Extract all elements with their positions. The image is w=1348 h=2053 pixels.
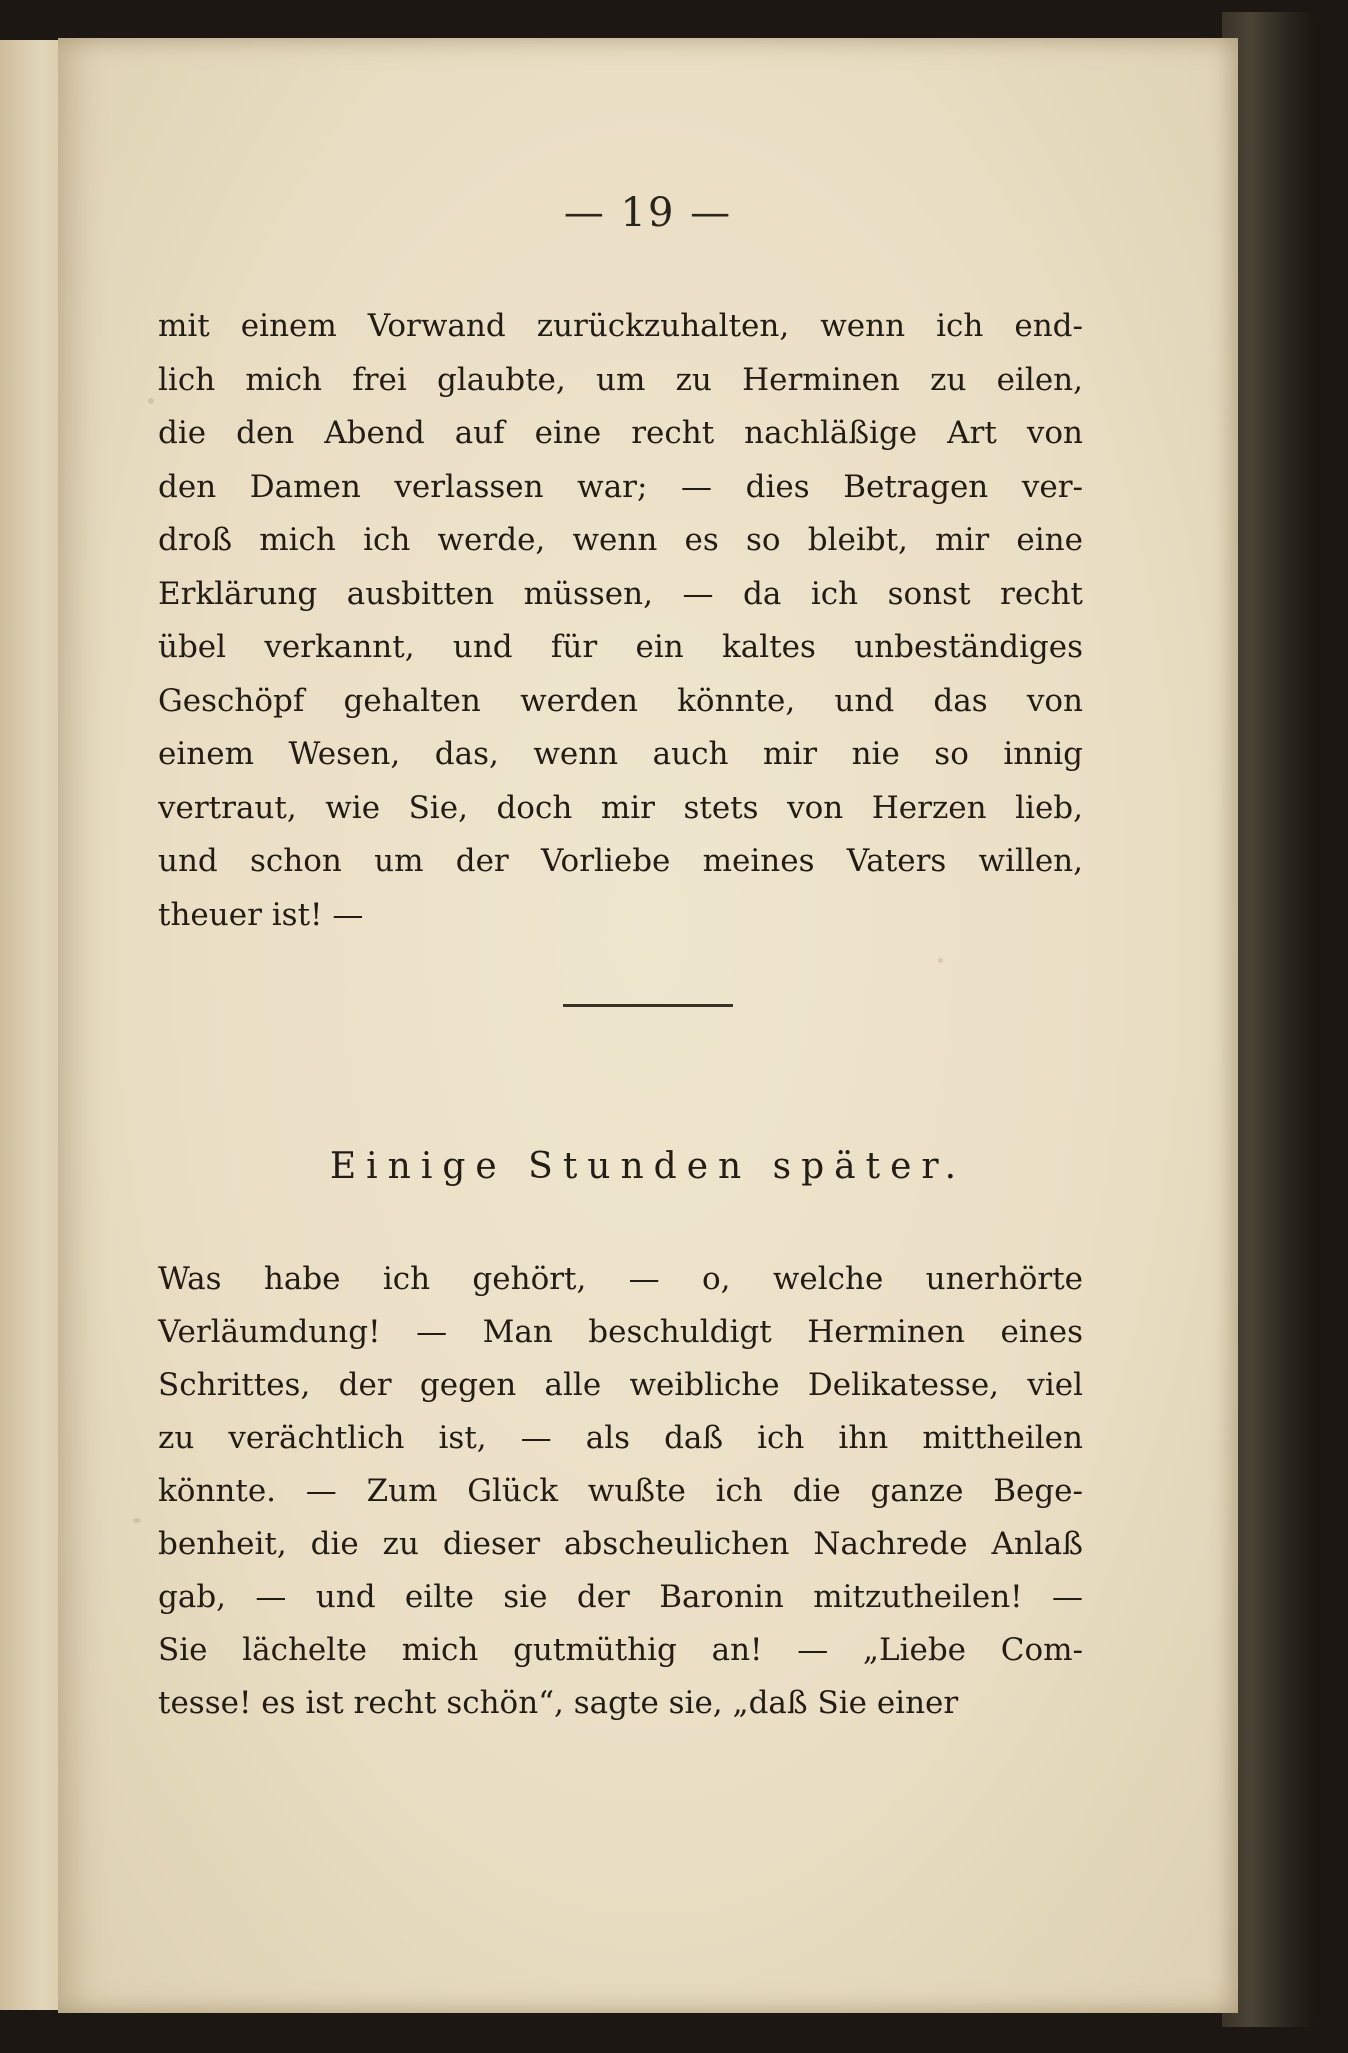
text-line: die den Abend auf eine recht nachläßige Art von [158, 415, 1083, 451]
text-line: Verläumdung! — Man beschuldigt Herminen eines [158, 1314, 1083, 1350]
text-line: einem Wesen, das, wenn auch mir nie so innig [158, 736, 1083, 772]
paper-spot [148, 398, 154, 404]
text-line: benheit, die zu dieser abscheulichen Nachrede Anlaß [158, 1526, 1083, 1562]
paragraph-second [158, 1253, 1083, 1730]
text-line: den Damen verlassen war; — dies Betragen ver- [158, 468, 1083, 505]
text-line: Erklärung ausbitten müssen, — da ich sonst recht [158, 575, 1083, 612]
text-line: zu verächtlich ist, — als daß ich ihn mittheilen [158, 1420, 1083, 1456]
text-line: könnte. — Zum Glück wußte ich die ganze Bege- [158, 1473, 1083, 1509]
paper-spot [938, 958, 943, 963]
paper-spot [133, 1518, 141, 1523]
section-divider [563, 1004, 733, 1007]
text-line: theuer ist! — [158, 896, 364, 933]
text-line: Schrittes, der gegen alle weibliche Delikatesse, viel [158, 1367, 1083, 1403]
text-line: übel verkannt, und für ein kaltes unbeständiges [158, 629, 1083, 665]
text-line: gab, — und eilte sie der Baronin mitzutheilen! — [158, 1579, 1083, 1615]
book-page [58, 38, 1238, 2013]
text-line: Was habe ich gehört, — o, welche unerhörte [158, 1261, 1083, 1297]
text-line: mit einem Vorwand zurückzuhalten, wenn ich end- [158, 308, 1083, 344]
text-line: droß mich ich werde, wenn es so bleibt, mir eine [158, 522, 1083, 558]
page-number-header: — 19 — [563, 190, 733, 236]
text-line: vertraut, wie Sie, doch mir stets von Herzen lieb, [158, 789, 1083, 826]
text-line: und schon um der Vorliebe meines Vaters willen, [158, 843, 1083, 879]
text-line: lich mich frei glaubte, um zu Herminen zu eilen, [158, 361, 1083, 398]
text-line: Geschöpf gehalten werden könnte, und das von [158, 682, 1083, 719]
paragraph-first [158, 300, 1083, 942]
text-line: Sie lächelte mich gutmüthig an! — „Liebe Com- [158, 1632, 1083, 1668]
text-line: tesse! es ist recht schön“, sagte sie, „daß Sie einer [158, 1685, 959, 1721]
section-title: Einige Stunden später. [329, 1146, 967, 1187]
